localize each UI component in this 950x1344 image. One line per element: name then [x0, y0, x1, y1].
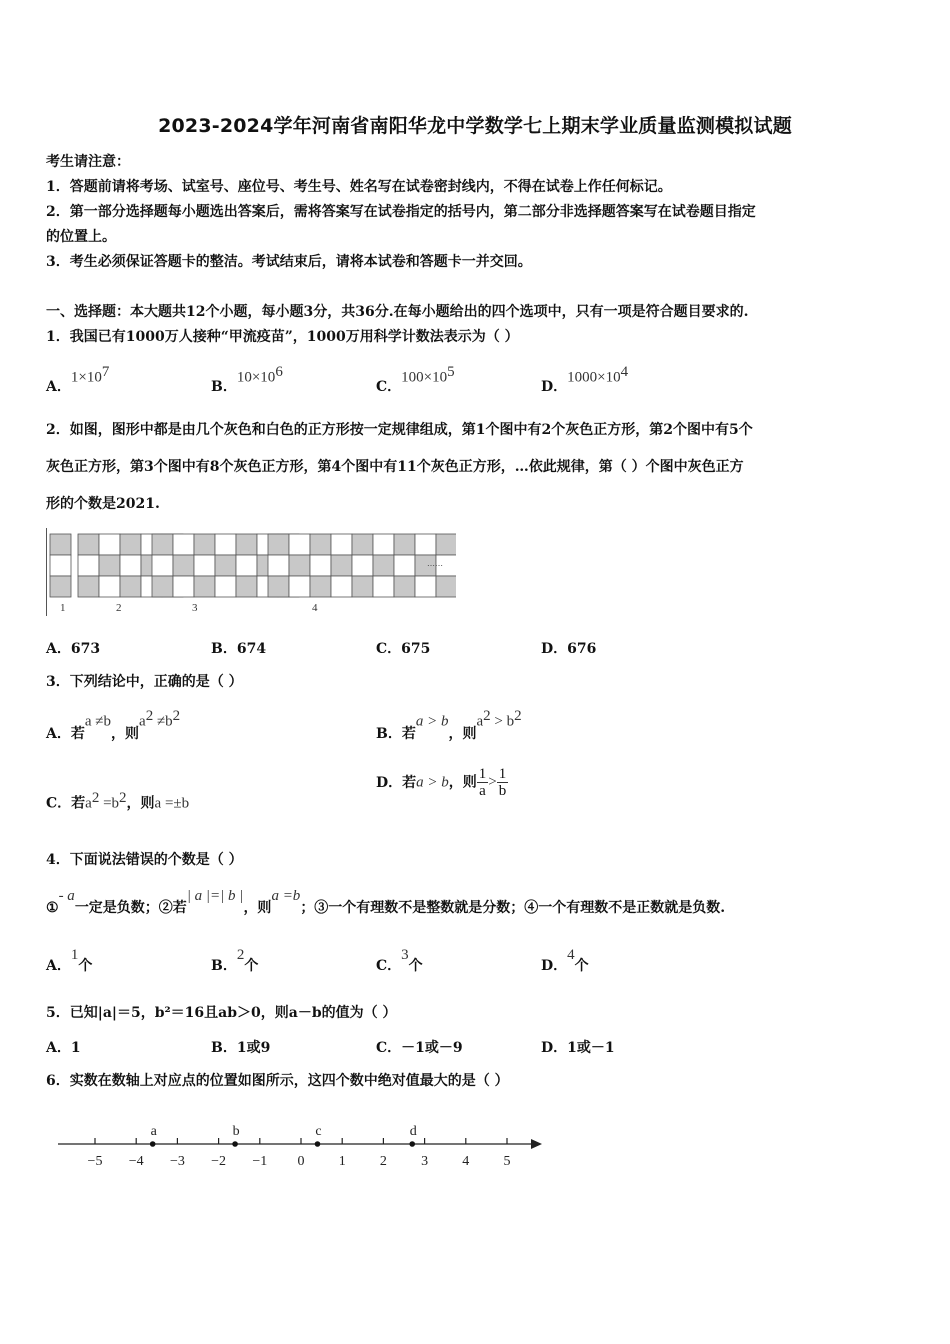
axis-tick-label: −1 [252, 1154, 268, 1169]
gray-square [352, 576, 373, 597]
option-result: a [139, 713, 146, 730]
option-label: A．若 [46, 725, 85, 742]
option-label: C． [376, 1040, 402, 1056]
notice-item-2: 2．第一部分选择题每小题选出答案后，需将答案写在试卷指定的括号内，第二部分非选择题答案写在试卷题目指定 [46, 204, 756, 220]
option-value: 674 [236, 641, 267, 657]
point-label-b: b [232, 1124, 240, 1139]
option-label: A． [46, 641, 71, 657]
fraction-1-over-b [497, 766, 509, 799]
q5-option-d[interactable] [541, 1037, 615, 1057]
q2-option-d[interactable] [541, 638, 596, 658]
notice-item-1: 1．答题前请将考场、试室号、座位号、考生号、姓名写在试卷密封线内，不得在试卷上作任何标记。 [46, 179, 672, 195]
axis-tick-label: 3 [421, 1154, 429, 1169]
white-square [373, 534, 394, 555]
q5-option-b[interactable] [211, 1037, 270, 1057]
option-math: 10×10 [236, 369, 276, 386]
option-then: ，则 [448, 725, 477, 742]
gray-square [373, 555, 394, 576]
option-unit: 个 [408, 958, 423, 974]
q4-option-d[interactable] [541, 944, 589, 974]
gray-square [120, 576, 141, 597]
option-exp: 2 [172, 708, 181, 724]
q2-stem-line2: 灰色正方形，第3个图中有8个灰色正方形，第4个图中有11个灰色正方形，…依此规律，第（ ）个图中灰色正方 [46, 459, 744, 475]
notice-item-2-cont: 的位置上。 [46, 229, 116, 245]
white-square [289, 576, 310, 597]
gray-square [215, 555, 236, 576]
white-square [194, 555, 215, 576]
option-exp: 2 [483, 708, 491, 724]
notice-header: 考生请注意： [46, 154, 130, 170]
option-label: B． [211, 641, 237, 657]
fraction-numerator: 1 [478, 766, 487, 782]
axis-tick-label: 1 [338, 1154, 346, 1169]
fraction-denominator: a [479, 783, 486, 799]
option-number: 4 [567, 947, 575, 963]
option-condition: =b [99, 795, 120, 812]
gray-square [352, 534, 373, 555]
option-value: 1或－1 [567, 1040, 615, 1056]
gray-square [99, 555, 120, 576]
point-label-a: a [150, 1124, 157, 1139]
white-square [352, 555, 373, 576]
white-square [215, 534, 236, 555]
option-label: C．若 [46, 795, 86, 812]
gray-square [289, 555, 310, 576]
statement-text: ，则 [243, 900, 272, 916]
figure-label-2: 2 [116, 602, 122, 614]
option-number: 1 [70, 947, 79, 963]
axis-tick-label: 0 [297, 1154, 305, 1169]
option-label: B． [211, 378, 237, 395]
option-condition: a [85, 795, 92, 812]
statement-text: 一定是负数；②若 [74, 900, 187, 916]
q4-option-a[interactable] [46, 944, 93, 974]
axis-arrow-icon [531, 1139, 542, 1149]
white-square [50, 555, 71, 576]
gray-square [394, 576, 415, 597]
q1-option-c[interactable] [376, 364, 455, 395]
q2-stem-line1: 2．如图，图形中都是由几个灰色和白色的正方形按一定规律组成，第1个图中有2个灰色正方形，第2个图中有5个 [46, 422, 753, 438]
q1-stem: 1．我国已有1000万人接种“甲流疫苗”，1000万用科学计数法表示为（ ） [46, 329, 519, 345]
q4-stem: 4．下面说法错误的个数是（ ） [46, 852, 243, 868]
q5-stem: 5．已知|a|＝5，b²＝16且ab＞0，则a－b的值为（ ） [46, 1005, 397, 1021]
point-c [315, 1141, 321, 1147]
q4-option-c[interactable] [376, 944, 423, 974]
white-square [173, 534, 194, 555]
q3-option-c[interactable] [46, 790, 189, 813]
notice-item-3: 3．考生必须保证答题卡的整洁。考试结束后，请将本试卷和答题卡一并交回。 [46, 254, 532, 270]
white-square [331, 576, 352, 597]
q2-option-c[interactable] [376, 638, 430, 658]
option-unit: 个 [244, 958, 259, 974]
option-exp: 2 [91, 790, 100, 806]
option-value: 676 [567, 641, 597, 657]
white-square [415, 576, 436, 597]
gray-square [152, 534, 173, 555]
option-condition: a > b [416, 774, 449, 791]
gray-square [436, 534, 456, 555]
gray-square [236, 534, 257, 555]
option-label: B．若 [376, 725, 416, 742]
q1-option-d[interactable] [541, 364, 629, 395]
q1-option-a[interactable] [46, 364, 110, 395]
option-value: －1或－9 [401, 1040, 463, 1056]
figure-label-3: 3 [192, 602, 198, 614]
gray-square [436, 576, 456, 597]
white-square [78, 555, 99, 576]
option-condition: a > b [415, 713, 449, 730]
white-square [373, 576, 394, 597]
white-square [394, 555, 415, 576]
greater-than: > [488, 774, 497, 790]
statement-math: a =b [271, 888, 301, 904]
gray-square [50, 534, 71, 555]
option-label: D． [541, 958, 568, 974]
q6-number-line [50, 1115, 550, 1175]
pattern-1 [50, 534, 71, 597]
point-label-c: c [315, 1124, 322, 1139]
gray-square [152, 576, 173, 597]
gray-square [78, 534, 99, 555]
q5-option-a[interactable] [46, 1037, 81, 1057]
gray-square [120, 534, 141, 555]
axis-tick-label: 2 [379, 1154, 387, 1169]
white-square [331, 534, 352, 555]
gray-square [173, 555, 194, 576]
q3-option-b[interactable] [376, 708, 522, 742]
option-label: C． [376, 958, 402, 974]
axis-points [150, 1124, 417, 1147]
option-exp: 2 [119, 790, 127, 806]
option-then: ，则 [111, 725, 140, 742]
option-result: a [476, 713, 484, 730]
white-square [289, 534, 310, 555]
option-label: A． [46, 1040, 71, 1056]
q3-option-a[interactable] [46, 708, 181, 742]
q2-pattern-figure [46, 526, 456, 618]
gray-square [310, 576, 331, 597]
white-square [99, 534, 120, 555]
section-heading: 一、选择题：本大题共12个小题，每小题3分，共36分.在每小题给出的四个选项中，只有一项是符合题目要求的. [46, 304, 749, 320]
q5-option-c[interactable] [376, 1037, 463, 1057]
option-unit: 个 [78, 958, 93, 974]
figure-label-1: 1 [60, 602, 66, 614]
white-square [415, 534, 436, 555]
page-title: 2023-2024学年河南省南阳华龙中学数学七上期末学业质量监测模拟试题 [158, 115, 792, 137]
option-value: 1 [70, 1040, 81, 1056]
gray-square [331, 555, 352, 576]
axis-tick-label: −5 [87, 1154, 103, 1169]
white-square [152, 555, 173, 576]
gray-square [268, 576, 289, 597]
axis-tick-label: 5 [503, 1154, 511, 1169]
option-then: ，则 [126, 795, 155, 812]
option-result: a =±b [154, 795, 190, 812]
gray-square [394, 534, 415, 555]
white-square [99, 576, 120, 597]
q2-stem-line3: 形的个数是2021. [46, 496, 160, 512]
option-math: 1×10 [70, 369, 102, 386]
axis-tick-label: −3 [169, 1154, 185, 1169]
gray-square [78, 576, 99, 597]
q6-stem: 6．实数在数轴上对应点的位置如图所示，这四个数中绝对值最大的是（ ） [46, 1073, 509, 1089]
option-value: 1或9 [236, 1040, 271, 1056]
q4-option-b[interactable] [211, 944, 259, 974]
gray-square [50, 576, 71, 597]
point-b [232, 1141, 238, 1147]
white-square [120, 555, 141, 576]
q3-stem: 3．下列结论中，正确的是（ ） [46, 674, 243, 690]
statement-text: ；③一个有理数不是整数就是分数；④一个有理数不是正数就是负数. [300, 900, 726, 916]
option-label: C． [376, 378, 402, 395]
white-square [268, 555, 289, 576]
option-result: > b [490, 713, 515, 730]
option-exp: 6 [275, 364, 283, 380]
statement-math: | a |=| b | [186, 888, 244, 904]
option-value: 673 [70, 641, 101, 657]
option-label: B． [211, 958, 237, 974]
q1-option-b[interactable] [211, 364, 283, 395]
option-label: D． [541, 378, 568, 395]
gray-square [310, 534, 331, 555]
option-condition: a ≠b [84, 713, 112, 730]
statement-text: ① [46, 900, 59, 916]
option-math: 100×10 [401, 369, 448, 386]
option-value: 675 [401, 641, 431, 657]
option-label: B． [211, 1040, 237, 1056]
white-square [310, 555, 331, 576]
white-square [236, 555, 257, 576]
axis-tick-label: −4 [128, 1154, 144, 1169]
fraction-numerator: 1 [498, 766, 507, 782]
option-exp: 5 [447, 364, 455, 380]
option-label: D． [541, 641, 568, 657]
gray-square [194, 576, 215, 597]
point-d [409, 1141, 415, 1147]
option-unit: 个 [574, 958, 589, 974]
option-label: C． [376, 641, 402, 657]
q2-option-b[interactable] [211, 638, 266, 658]
q3-option-d[interactable] [376, 766, 508, 816]
white-square [173, 576, 194, 597]
option-label: D． [541, 1040, 568, 1056]
figure-ellipsis: …… [427, 559, 443, 568]
option-exp: 4 [620, 364, 629, 380]
option-exp: 2 [514, 708, 522, 724]
option-exp: 2 [145, 708, 154, 724]
fraction-1-over-a [477, 766, 489, 799]
q2-option-a[interactable] [46, 638, 100, 658]
option-math: 1000×10 [567, 369, 621, 386]
option-exp: 7 [101, 364, 110, 380]
q4-statements [46, 886, 726, 916]
gray-square [236, 576, 257, 597]
gray-square [194, 534, 215, 555]
point-a [150, 1141, 156, 1147]
option-then: ，则 [448, 774, 477, 791]
axis-tick-label: −2 [211, 1154, 227, 1169]
option-label: A． [46, 958, 71, 974]
option-label: A． [46, 378, 71, 395]
fraction-denominator: b [498, 783, 507, 799]
option-number: 2 [236, 947, 245, 963]
axis-tick-label: 4 [462, 1154, 470, 1169]
option-label: D．若 [376, 774, 417, 791]
option-result: ≠b [153, 713, 173, 730]
white-square [215, 576, 236, 597]
statement-math: - a [58, 888, 75, 904]
point-label-d: d [409, 1124, 417, 1139]
option-number: 3 [401, 947, 409, 963]
gray-square [268, 534, 289, 555]
figure-label-4: 4 [312, 602, 318, 614]
